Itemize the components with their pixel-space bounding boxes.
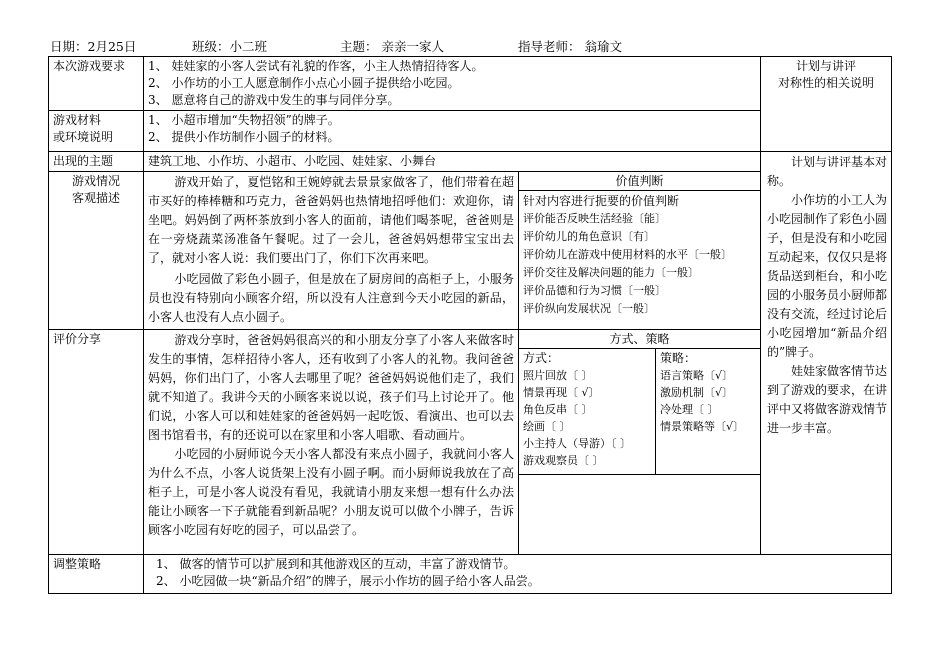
class-label: 班级：小二班 — [192, 39, 268, 54]
adjust-label: 调整策略 — [49, 555, 144, 594]
strategy-item: 冷处理〔 〕 — [660, 403, 719, 416]
materials-label — [49, 111, 144, 152]
method-item: 绘画〔 〕 — [523, 420, 571, 433]
value-judgement-list — [519, 191, 760, 319]
method-strategy-title: 方式、策略 — [519, 330, 760, 349]
situation-paragraph: 小吃园做了彩色小圆子，但是放在了厨房间的高柜子上，小服务员也没有特别向小顾客介绍，所以没有人注意到今天小吃园的新品，小客人也没有人点小圆子。 — [148, 272, 514, 324]
side-paragraph: 小作坊的小工人为小吃园制作了彩色小圆子，但是没有和小吃园互动起来，仅仅只是将货品送到柜台，和小吃园的小服务员小厨师都没有交流，经过讨论后小吃园增加“新品介绍的”牌子。 — [767, 193, 888, 359]
adjust-content — [144, 555, 892, 594]
requirements-row — [49, 57, 892, 111]
requirement-item: 3、 愿意将自己的游戏中发生的事与同伴分享。 — [148, 93, 400, 107]
situation-label-line2: 客观描述 — [71, 191, 120, 205]
strategy-item: 激励机制〔√〕 — [660, 386, 734, 399]
date-label: 日期：2月25日 — [50, 39, 137, 54]
methods-label: 方式： — [523, 351, 560, 365]
themes-row — [49, 152, 892, 172]
side-commentary — [761, 152, 892, 555]
share-label: 评价分享 — [49, 330, 144, 555]
method-item: 照片回放〔 〕 — [523, 369, 593, 382]
method-strategy-box — [519, 330, 761, 555]
method-item: 小主持人（导游）〔 〕 — [523, 437, 631, 450]
materials-content — [144, 111, 761, 152]
themes-content: 建筑工地、小作坊、小超市、小吃园、娃娃家、小舞台 — [144, 152, 761, 172]
teacher-label: 指导老师： 翁瑜文 — [518, 39, 622, 54]
requirement-item: 2、 小作坊的小工人愿意制作小点心小圆子提供给小吃园。 — [148, 76, 460, 90]
materials-label-line2: 或环境说明 — [53, 130, 114, 144]
method-item: 情景再现〔 √〕 — [523, 386, 600, 399]
adjust-item: 2、 小吃园做一块“新品介绍”的牌子，展示小作坊的圆子给小客人品尝。 — [156, 574, 540, 588]
themes-label: 出现的主题 — [49, 152, 144, 172]
situation-description — [144, 172, 519, 330]
value-item: 评价纵向发展状况〔一般〕 — [523, 302, 655, 315]
theme-label: 主题： 亲亲一家人 — [340, 39, 444, 54]
side-paragraph: 娃娃家做客情节达到了游戏的要求，在讲评中又将做客游戏情节进一步丰富。 — [767, 364, 888, 435]
value-item: 评价交往及解决问题的能力〔一般〕 — [523, 266, 699, 279]
requirement-item: 1、 娃娃家的小客人尝试有礼貌的作客，小主人热情招待客人。 — [148, 59, 484, 73]
value-item: 评价幼儿在游戏中使用材料的水平〔一般〕 — [523, 248, 732, 261]
method-strategy-table — [519, 349, 760, 475]
value-item: 评价品德和行为习惯〔一般〕 — [523, 284, 666, 297]
materials-label-line1: 游戏材料 — [53, 113, 102, 127]
situation-label-line1: 游戏情况 — [71, 174, 120, 188]
share-description — [144, 330, 519, 555]
game-record-table — [48, 56, 892, 594]
requirements-content — [144, 57, 761, 111]
material-item: 2、 提供小作坊制作小圆子的材料。 — [148, 130, 340, 144]
material-item: 1、 小超市增加“失物招领”的牌子。 — [148, 113, 340, 127]
value-item: 评价能否反映生活经验〔能〕 — [523, 212, 666, 225]
method-item: 游戏观察员〔 〕 — [523, 454, 604, 467]
value-judgement-box — [519, 172, 761, 330]
method-item: 角色反串〔 〕 — [523, 403, 593, 416]
situation-label — [49, 172, 144, 330]
side-paragraph: 计划与讲评基本对称。 — [767, 155, 888, 188]
situation-paragraph: 游戏开始了，夏恺铭和王婉婷就去景景家做客了，他们带着在超市买好的棒棒糖和巧克力，爸爸妈妈也热情地招呼他们：欢迎你，请坐吧。妈妈倒了两杯茶放到小客人的面前，请他们喝茶呢，爸爸则是在一旁烧蔬菜汤准备午餐呢。过了一会儿，爸爸妈妈想带宝宝出去了，就对小客人说：我们要出门了，你们下次再来吧。 — [148, 175, 514, 265]
share-paragraph: 游戏分享时，爸爸妈妈很高兴的和小朋友分享了小客人来做客时发生的事情，怎样招待小客人，还有收到了小客人的礼物。我问爸爸妈妈，你们出门了，小客人去哪里了呢？爸爸妈妈说他们走了，我们就不知道了。我讲今天的小顾客来说以说，孩子们马上讨论开了。他们说，小客人可以和娃娃家的爸爸妈妈一起吃饭、看演出、也可以去图书馆看书，有的还说可以在家里和小客人唱歌、看动画片。 — [148, 333, 514, 442]
adjust-row — [49, 555, 892, 594]
strategy-item: 情景策略等〔√〕 — [660, 420, 745, 433]
methods-column — [519, 349, 656, 475]
value-item: 评价幼儿的角色意识〔有〕 — [523, 230, 655, 243]
strategies-label: 策略： — [660, 351, 697, 365]
value-judgement-title: 价值判断 — [519, 172, 760, 191]
strategies-column — [656, 349, 761, 475]
requirements-label: 本次游戏要求 — [49, 57, 144, 111]
adjust-item: 1、 做客的情节可以扩展到和其他游戏区的互动，丰富了游戏情节。 — [156, 557, 516, 571]
share-paragraph: 小吃园的小厨师说今天小客人都没有来点小圆子，我就问小客人为什么不点，小客人说货架上没有小圆子啊。而小厨师说我放在了高柜子上，可是小客人说没有看见，我就请小朋友来想一想有什么办法能让小顾客一下子就能看到新品呢？小朋友说可以做个小牌子，告诉顾客小吃园有好吃的园子，可以品尝了。 — [148, 447, 514, 537]
value-item: 针对内容进行扼要的价值判断 — [523, 194, 680, 208]
plan-note: 计划与讲评 对称性的相关说明 — [761, 57, 892, 152]
strategy-item: 语言策略〔√〕 — [660, 369, 734, 382]
